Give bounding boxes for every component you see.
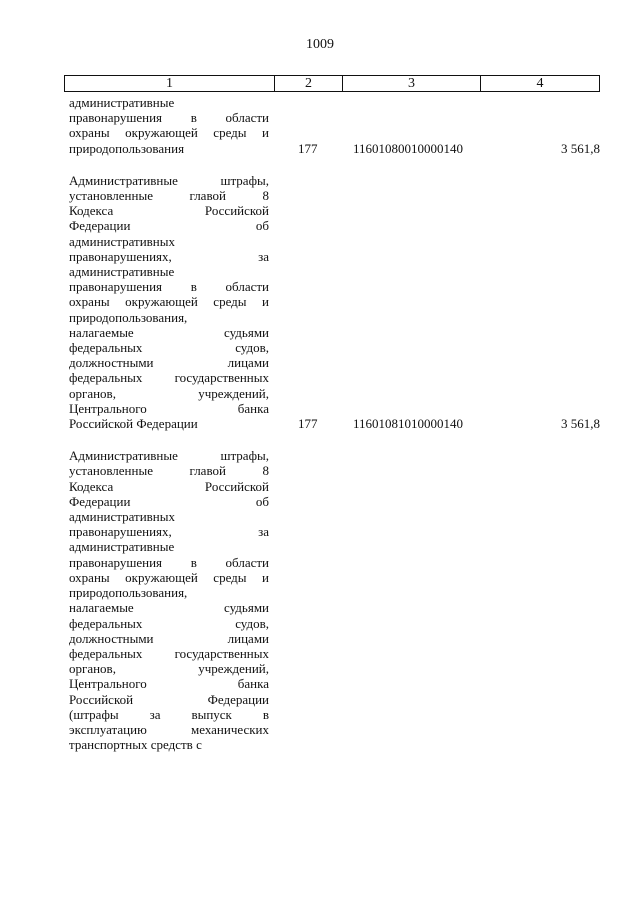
description-line: Центрального банка (69, 676, 269, 692)
description-line: административных (69, 509, 175, 525)
description-line: природопользования, (69, 585, 188, 601)
description-line: правонарушения в области (69, 554, 269, 570)
description-line: должностными лицами (69, 355, 269, 371)
description-line: Административные штрафы, (69, 172, 269, 188)
description-line: Кодекса Российской (69, 203, 269, 219)
description-line: налагаемые судьями (69, 600, 269, 616)
description-line: Федерации об (69, 493, 269, 509)
description-line: установленные главой 8 (69, 188, 269, 204)
description-line: федеральных государственных (69, 370, 269, 386)
row-admin-code: 177 (298, 140, 318, 156)
table-row (0, 173, 640, 431)
description-line: Российской Федерации (69, 691, 269, 707)
row-admin-code: 177 (298, 416, 318, 432)
column-header-4: 4 (536, 76, 544, 91)
column-header-3: 3 (343, 76, 481, 91)
row-spacer (0, 431, 640, 448)
row-budget-code: 11601081010000140 (353, 416, 464, 432)
description-line: правонарушениях, за (69, 524, 269, 540)
description-line: Административные штрафы, (69, 448, 269, 464)
description-line: эксплуатацию механических (69, 721, 269, 737)
description-line: (штрафы за выпуск в (69, 706, 269, 722)
description-line: административные (69, 95, 175, 110)
description-line: правонарушениях, за (69, 248, 269, 264)
table-column-header (64, 75, 600, 92)
row-description (69, 173, 269, 431)
row-amount: 3 561,8 (561, 140, 600, 156)
description-line: правонарушения в области (69, 279, 269, 295)
description-line: административных (69, 233, 175, 249)
row-description (69, 448, 269, 752)
table-row (0, 448, 640, 752)
row-amount: 3 561,8 (561, 416, 600, 432)
description-line: административные (69, 264, 175, 280)
description-line: административные (69, 539, 175, 555)
description-line: Центрального банка (69, 400, 269, 416)
table-row (0, 95, 640, 156)
row-description (69, 95, 269, 156)
description-line: должностными лицами (69, 630, 269, 646)
description-line: федеральных судов, (69, 615, 269, 631)
table-body (0, 95, 640, 752)
description-line: федеральных судов, (69, 340, 269, 356)
description-line: Российской Федерации (69, 416, 198, 432)
description-line: природопользования, (69, 309, 188, 325)
description-line: охраны окружающей среды и (69, 294, 269, 310)
row-spacer (0, 156, 640, 173)
description-line: установленные главой 8 (69, 463, 269, 479)
description-line: охраны окружающей среды и (69, 125, 269, 141)
column-header-2: 2 (275, 76, 343, 91)
description-line: транспортных средств с (69, 737, 202, 753)
description-line: Федерации об (69, 218, 269, 234)
description-line: Кодекса Российской (69, 478, 269, 494)
page-number: 1009 (306, 37, 334, 52)
description-line: правонарушения в области (69, 110, 269, 126)
description-line: налагаемые судьями (69, 324, 269, 340)
description-line: охраны окружающей среды и (69, 569, 269, 585)
description-line: природопользования (69, 140, 185, 156)
description-line: органов, учреждений, (69, 385, 269, 401)
column-header-1: 1 (65, 76, 275, 91)
description-line: федеральных государственных (69, 645, 269, 661)
row-budget-code: 11601080010000140 (353, 140, 464, 156)
description-line: органов, учреждений, (69, 661, 269, 677)
